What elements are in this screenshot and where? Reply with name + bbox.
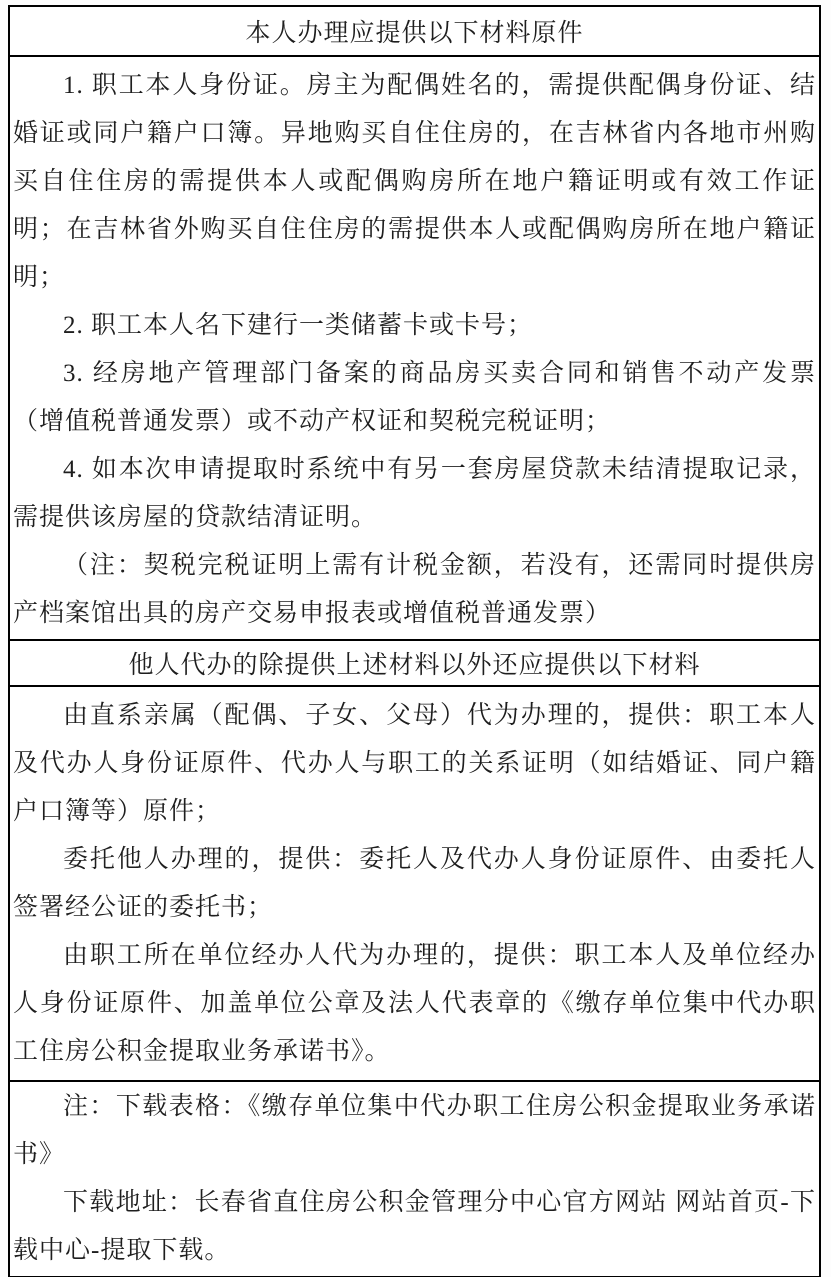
paragraph-item-2: 2. 职工本人名下建行一类储蓄卡或卡号； bbox=[63, 312, 534, 339]
section-body-self-handling bbox=[10, 57, 819, 641]
section-header-agent-handling: 他人代办的除提供上述材料以外还应提供以下材料 bbox=[10, 641, 819, 687]
section-note-download bbox=[10, 1082, 819, 1276]
paragraph-item-3: 3. 经房地产管理部门备案的商品房买卖合同和销售不动产发票（增值税普通发票）或不动产权证和契税完税证明； bbox=[13, 360, 816, 435]
paragraph-download-form: 注：下载表格：《缴存单位集中代办职工住房公积金提取业务承诺书》 bbox=[13, 1093, 816, 1168]
materials-requirements-table bbox=[8, 5, 821, 1277]
section-body-agent-handling bbox=[10, 687, 819, 1082]
paragraph-item-1: 1. 职工本人身份证。房主为配偶姓名的，需提供配偶身份证、结婚证或同户籍户口簿。异地购买自住住房的，在吉林省内各地市州购买自住住房的需提供本人或配偶购房所在地户籍证明或有效工作证明；在吉林省外购买自住住房的需提供本人或配偶购房所在地户籍证明； bbox=[13, 72, 816, 291]
paragraph-note-tax: （注：契税完税证明上需有计税金额，若没有，还需同时提供房产档案馆出具的房产交易申报表或增值税普通发票） bbox=[13, 552, 816, 627]
paragraph-item-4: 4. 如本次申请提取时系统中有另一套房屋贷款未结清提取记录，需提供该房屋的贷款结清证明。 bbox=[13, 456, 816, 531]
paragraph-employer-agent: 由职工所在单位经办人代为办理的，提供：职工本人及单位经办人身份证原件、加盖单位公章及法人代表章的《缴存单位集中代办职工住房公积金提取业务承诺书》。 bbox=[13, 942, 816, 1065]
paragraph-relative-agent: 由直系亲属（配偶、子女、父母）代为办理的，提供：职工本人及代办人身份证原件、代办人与职工的关系证明（如结婚证、同户籍户口簿等）原件； bbox=[13, 702, 816, 825]
paragraph-download-address: 下载地址：长春省直住房公积金管理分中心官方网站 网站首页-下载中心-提取下载。 bbox=[13, 1189, 816, 1264]
section-header-self-handling: 本人办理应提供以下材料原件 bbox=[10, 7, 819, 57]
paragraph-entrusted-agent: 委托他人办理的，提供：委托人及代办人身份证原件、由委托人签署经公证的委托书； bbox=[13, 846, 816, 921]
